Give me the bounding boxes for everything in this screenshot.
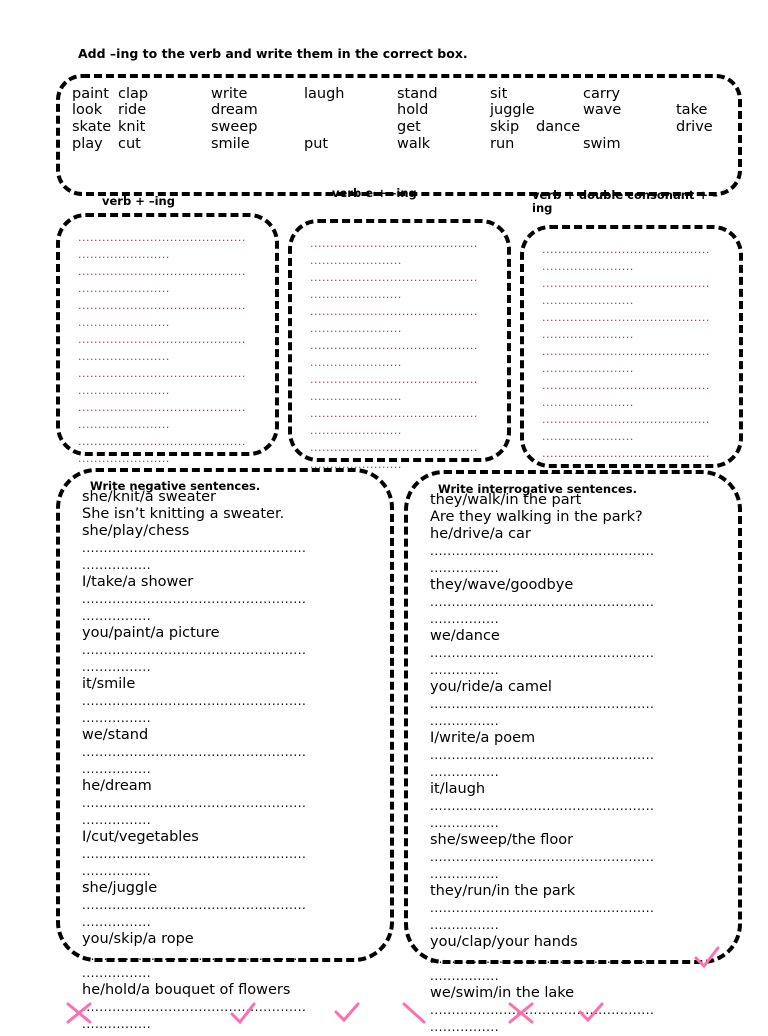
answer-line[interactable]: .................................................... ................: [82, 1000, 307, 1031]
word-bank-item: clap: [118, 86, 149, 102]
answer-line[interactable]: .................................................... ................: [82, 949, 307, 980]
answer-lines-verb-e-ing[interactable]: .......................................... ....................... .......................................... ....................... .......................................... ....................... .......................................... ....................... .......................................... ....................... .......................................... ....................... .......................................... .......................: [310, 237, 478, 471]
answer-line[interactable]: .................................................... ................: [430, 646, 655, 677]
word-bank-item: sit: [490, 86, 508, 102]
sentence-prompt: he/dream: [82, 778, 152, 794]
word-bank-item: swim: [583, 136, 621, 152]
sentence-prompt: I/take/a shower: [82, 574, 194, 590]
sentence-prompt: he/hold/a bouquet of flowers: [82, 982, 291, 998]
sentence-prompt: you/skip/a rope: [82, 931, 194, 947]
word-bank-item: play: [72, 136, 103, 152]
example-answer: Are they walking in the park?: [430, 509, 643, 525]
word-bank-item: run: [490, 136, 515, 152]
word-bank-item: cut: [118, 136, 141, 152]
sentence-prompt: she/juggle: [82, 880, 158, 896]
answer-line[interactable]: .................................................... ................: [430, 850, 655, 881]
answer-line[interactable]: .................................................... ................: [430, 748, 655, 779]
answer-line[interactable]: .................................................... ................: [82, 847, 307, 878]
sentence-prompt: I/write/a poem: [430, 730, 536, 746]
sentence-prompt: you/paint/a picture: [82, 625, 220, 641]
box-header-double-consonant: verb + double consonant + –ing: [532, 188, 718, 215]
word-bank-item: juggle: [490, 102, 535, 118]
word-bank-item: skip: [490, 119, 520, 135]
answer-line[interactable]: .................................................... ................: [82, 745, 307, 776]
example-answer: She isn’t knitting a sweater.: [82, 506, 285, 522]
example-prompt: they/walk/in the part: [430, 492, 582, 508]
sentence-prompt: we/swim/in the lake: [430, 985, 575, 1001]
word-bank-item: get: [397, 119, 421, 135]
word-bank-item: ride: [118, 102, 147, 118]
answer-line[interactable]: .................................................... ................: [430, 901, 655, 932]
sentence-prompt: they/wave/goodbye: [430, 577, 574, 593]
example-prompt: she/knit/a sweater: [82, 489, 217, 505]
word-bank-item: dance: [536, 119, 581, 135]
sentence-prompt: you/clap/your hands: [430, 934, 578, 950]
word-bank-item: wave: [583, 102, 622, 118]
answer-line[interactable]: .................................................... ................: [430, 697, 655, 728]
word-bank-item: stand: [397, 86, 438, 102]
word-bank-item: hold: [397, 102, 429, 118]
word-bank-item: carry: [583, 86, 621, 102]
answer-line[interactable]: .................................................... ................: [430, 1003, 655, 1034]
word-bank-item: walk: [397, 136, 431, 152]
answer-line[interactable]: .................................................... ................: [82, 694, 307, 725]
word-bank-item: skate: [72, 119, 112, 135]
word-bank-item: knit: [118, 119, 146, 135]
interrogative-heading: Write interrogative sentences.: [438, 482, 637, 496]
answer-line[interactable]: .................................................... ................: [82, 541, 307, 572]
box-header-verb-ing: verb + –ing: [102, 194, 175, 208]
answer-line[interactable]: .................................................... ................: [82, 796, 307, 827]
sentence-prompt: you/ride/a camel: [430, 679, 552, 695]
negative-heading: Write negative sentences.: [90, 479, 261, 493]
sentence-prompt: we/stand: [82, 727, 149, 743]
word-bank-item: smile: [211, 136, 250, 152]
sentence-prompt: we/dance: [430, 628, 500, 644]
sentence-prompt: he/drive/a car: [430, 526, 531, 542]
answer-line[interactable]: .................................................... ................: [430, 799, 655, 830]
answer-line[interactable]: .................................................... ................: [430, 544, 655, 575]
word-bank-item: put: [304, 136, 329, 152]
word-bank-item: paint: [72, 86, 109, 102]
instructions: Add –ing to the verb and write them in the correct box.: [78, 46, 468, 61]
answer-line[interactable]: .................................................... ................: [82, 898, 307, 929]
sentence-prompt: they/run/in the park: [430, 883, 576, 899]
sentence-prompt: I/cut/vegetables: [82, 829, 199, 845]
answer-line[interactable]: .................................................... ................: [430, 595, 655, 626]
word-bank-item: take: [676, 102, 708, 118]
answer-lines-verb-ing[interactable]: .......................................... ....................... .......................................... ....................... .......................................... ....................... .......................................... ....................... .......................................... ....................... .......................................... ....................... .......................................... .......................: [78, 231, 246, 465]
word-bank-item: sweep: [211, 119, 258, 135]
word-bank-item: laugh: [304, 86, 345, 102]
word-bank-item: write: [211, 86, 248, 102]
sentence-prompt: it/laugh: [430, 781, 486, 797]
word-bank-item: drive: [676, 119, 713, 135]
answer-line[interactable]: .................................................... ................: [430, 952, 655, 983]
sentence-prompt: she/sweep/the floor: [430, 832, 574, 848]
sentence-prompt: it/smile: [82, 676, 136, 692]
answer-line[interactable]: .................................................... ................: [82, 592, 307, 623]
answer-line[interactable]: .................................................... ................: [82, 643, 307, 674]
box-header-verb-e-ing: verb e + –ing: [332, 186, 417, 200]
sentence-prompt: she/play/chess: [82, 523, 190, 539]
answer-lines-verb-double[interactable]: .......................................... ....................... .......................................... ....................... .......................................... ....................... .......................................... ....................... .......................................... ....................... .......................................... ....................... .......................................... .......................: [542, 243, 710, 477]
word-bank-item: dream: [211, 102, 258, 118]
word-bank-item: look: [72, 102, 103, 118]
